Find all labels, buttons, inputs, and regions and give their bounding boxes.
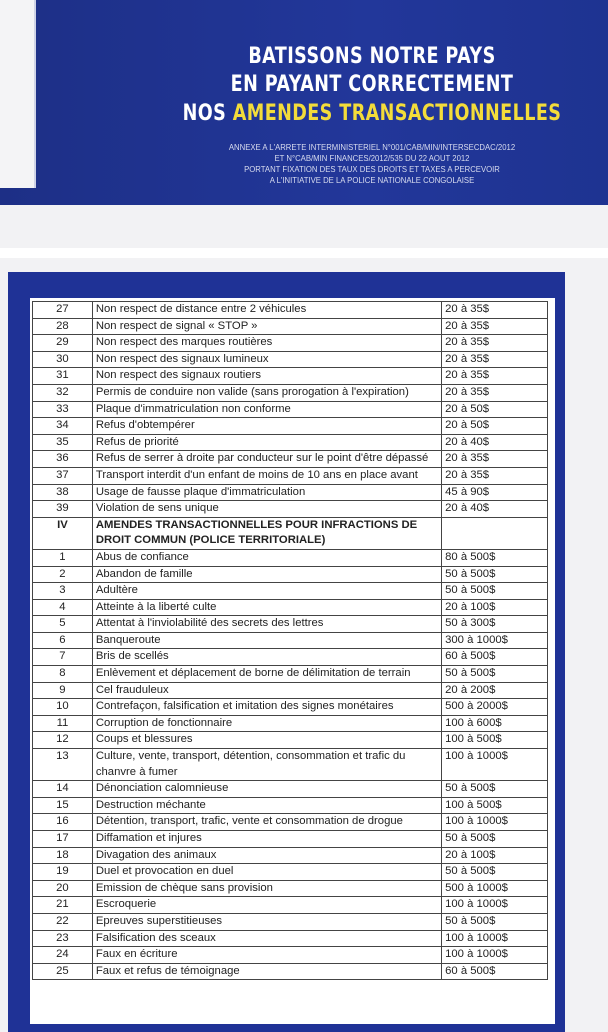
table-row	[33, 616, 548, 633]
banner-title-line3	[183, 101, 562, 127]
row-number: 21	[33, 897, 93, 914]
fine-amount: 100 à 1000$	[442, 897, 548, 914]
fine-amount: 20 à 200$	[442, 682, 548, 699]
fine-amount: 500 à 2000$	[442, 699, 548, 716]
banner-title-line2: EN PAYANT CORRECTEMENT	[230, 72, 514, 97]
row-number: 24	[33, 947, 93, 964]
table-row	[33, 451, 548, 468]
offense-description: Violation de sens unique	[92, 501, 441, 518]
offense-description: Dénonciation calomnieuse	[92, 781, 441, 798]
offense-description: Escroquerie	[92, 897, 441, 914]
fine-amount: 20 à 100$	[442, 847, 548, 864]
row-number: 23	[33, 930, 93, 947]
offense-description: Diffamation et injures	[92, 831, 441, 848]
table-row	[33, 930, 548, 947]
offense-description: Transport interdit d'un enfant de moins de 10 ans en place avant	[92, 467, 441, 484]
offense-description: Atteinte à la liberté culte	[92, 599, 441, 616]
fine-amount: 20 à 35$	[442, 384, 548, 401]
fine-amount: 50 à 500$	[442, 583, 548, 600]
table-row	[33, 599, 548, 616]
fine-amount: 500 à 1000$	[442, 880, 548, 897]
fine-amount: 50 à 500$	[442, 831, 548, 848]
offense-description: Non respect des signaux routiers	[92, 368, 441, 385]
table-row	[33, 384, 548, 401]
offense-description: Attentat à l'inviolabilité des secrets des lettres	[92, 616, 441, 633]
offense-description: Faux et refus de témoignage	[92, 963, 441, 980]
table-row	[33, 583, 548, 600]
row-number: 25	[33, 963, 93, 980]
row-number: 12	[33, 732, 93, 749]
table-row	[33, 864, 548, 881]
row-number: 30	[33, 351, 93, 368]
table-row	[33, 831, 548, 848]
row-number: 32	[33, 384, 93, 401]
offense-description: Refus d'obtempérer	[92, 418, 441, 435]
table-row	[33, 715, 548, 732]
fine-amount: 20 à 35$	[442, 318, 548, 335]
table-row	[33, 401, 548, 418]
fine-amount: 50 à 500$	[442, 864, 548, 881]
fine-amount: 20 à 35$	[442, 351, 548, 368]
banner-subtitle-3: PORTANT FIXATION DES TAUX DES DROITS ET TAXES A PERCEVOIR	[244, 164, 500, 174]
table-row	[33, 335, 548, 352]
row-number: 9	[33, 682, 93, 699]
row-number: 18	[33, 847, 93, 864]
header-banner	[0, 0, 608, 205]
offense-description: Epreuves superstitieuses	[92, 913, 441, 930]
row-number: 15	[33, 797, 93, 814]
fine-amount: 20 à 35$	[442, 467, 548, 484]
row-number: 27	[33, 302, 93, 319]
banner-subtitle-1: ANNEXE A L'ARRETE INTERMINISTERIEL N°001/CAB/MIN/INTERSECDAC/2012	[228, 142, 516, 152]
table-row	[33, 318, 548, 335]
table-row	[33, 434, 548, 451]
table-row	[33, 947, 548, 964]
fine-amount: 100 à 1000$	[442, 814, 548, 831]
table-row	[33, 649, 548, 666]
banner-title-line1: BATISSONS NOTRE PAYS	[248, 44, 496, 69]
row-number: 16	[33, 814, 93, 831]
row-number: 6	[33, 632, 93, 649]
row-number: 29	[33, 335, 93, 352]
table-row	[33, 847, 548, 864]
offense-description: Refus de priorité	[92, 434, 441, 451]
fine-amount: 50 à 500$	[442, 666, 548, 683]
row-number: 20	[33, 880, 93, 897]
fine-amount: 100 à 500$	[442, 797, 548, 814]
offense-description: Abandon de famille	[92, 566, 441, 583]
fine-amount	[442, 517, 548, 549]
fine-amount: 100 à 1000$	[442, 947, 548, 964]
fine-amount: 20 à 50$	[442, 401, 548, 418]
banner-title-prefix: NOS	[182, 101, 233, 126]
row-number: 5	[33, 616, 93, 633]
fine-amount: 60 à 500$	[442, 649, 548, 666]
offense-description: Non respect des signaux lumineux	[92, 351, 441, 368]
fine-amount: 100 à 1000$	[442, 930, 548, 947]
banner-subtitle-2: ET N°CAB/MIN FINANCES/2012/535 DU 22 AOUT 2012	[274, 153, 470, 163]
offense-description: Refus de serrer à droite par conducteur sur le point d'être dépassé	[92, 451, 441, 468]
row-number: 14	[33, 781, 93, 798]
table-row	[33, 302, 548, 319]
fine-amount: 20 à 50$	[442, 418, 548, 435]
table-row	[33, 501, 548, 518]
offense-description: Non respect de distance entre 2 véhicules	[92, 302, 441, 319]
offense-description: Non respect des marques routières	[92, 335, 441, 352]
row-number: 33	[33, 401, 93, 418]
fine-amount: 20 à 35$	[442, 302, 548, 319]
table-row	[33, 368, 548, 385]
row-number: 8	[33, 666, 93, 683]
divider	[0, 248, 608, 258]
offense-description: Coups et blessures	[92, 732, 441, 749]
table-row	[33, 682, 548, 699]
row-number: 22	[33, 913, 93, 930]
fine-amount: 20 à 35$	[442, 451, 548, 468]
fine-amount: 100 à 1000$	[442, 749, 548, 781]
fine-amount: 50 à 300$	[442, 616, 548, 633]
table-row	[33, 351, 548, 368]
row-number: 28	[33, 318, 93, 335]
fine-amount: 20 à 35$	[442, 368, 548, 385]
offense-description: AMENDES TRANSACTIONNELLES POUR INFRACTIONS DE DROIT COMMUN (POLICE TERRITORIALE)	[92, 517, 441, 549]
offense-description: Adultère	[92, 583, 441, 600]
table-row	[33, 797, 548, 814]
offense-description: Banqueroute	[92, 632, 441, 649]
table-row	[33, 418, 548, 435]
offense-description: Emission de chèque sans provision	[92, 880, 441, 897]
row-number: 1	[33, 549, 93, 566]
row-number: 2	[33, 566, 93, 583]
row-number: 11	[33, 715, 93, 732]
fine-amount: 20 à 35$	[442, 335, 548, 352]
table-row	[33, 467, 548, 484]
offense-description: Bris de scellés	[92, 649, 441, 666]
offense-description: Enlèvement et déplacement de borne de délimitation de terrain	[92, 666, 441, 683]
table-row	[33, 781, 548, 798]
offense-description: Non respect de signal « STOP »	[92, 318, 441, 335]
table-row	[33, 963, 548, 980]
table-row	[33, 549, 548, 566]
row-number: IV	[33, 517, 93, 549]
fine-amount: 60 à 500$	[442, 963, 548, 980]
fine-amount: 20 à 40$	[442, 434, 548, 451]
banner-title-highlight: AMENDES TRANSACTIONNELLES	[232, 101, 562, 126]
row-number: 7	[33, 649, 93, 666]
offense-description: Corruption de fonctionnaire	[92, 715, 441, 732]
offense-description: Divagation des animaux	[92, 847, 441, 864]
fine-amount: 100 à 600$	[442, 715, 548, 732]
fine-amount: 50 à 500$	[442, 913, 548, 930]
table-row	[33, 814, 548, 831]
row-number: 4	[33, 599, 93, 616]
offense-description: Duel et provocation en duel	[92, 864, 441, 881]
fine-amount: 80 à 500$	[442, 549, 548, 566]
row-number: 39	[33, 501, 93, 518]
table-row	[33, 632, 548, 649]
row-number: 35	[33, 434, 93, 451]
row-number: 10	[33, 699, 93, 716]
table-row	[33, 666, 548, 683]
table-row	[33, 732, 548, 749]
offense-description: Détention, transport, trafic, vente et consommation de drogue	[92, 814, 441, 831]
table-row	[33, 880, 548, 897]
banner-subtitle-4: A L'INITIATIVE DE LA POLICE NATIONALE CONGOLAISE	[269, 175, 475, 185]
offense-description: Permis de conduire non valide (sans prorogation à l'expiration)	[92, 384, 441, 401]
fines-table	[32, 301, 548, 980]
row-number: 38	[33, 484, 93, 501]
table-row	[33, 913, 548, 930]
offense-description: Falsification des sceaux	[92, 930, 441, 947]
row-number: 19	[33, 864, 93, 881]
offense-description: Plaque d'immatriculation non conforme	[92, 401, 441, 418]
row-number: 37	[33, 467, 93, 484]
row-number: 17	[33, 831, 93, 848]
table-row	[33, 699, 548, 716]
fine-amount: 45 à 90$	[442, 484, 548, 501]
offense-description: Abus de confiance	[92, 549, 441, 566]
fine-amount: 50 à 500$	[442, 781, 548, 798]
fine-amount: 300 à 1000$	[442, 632, 548, 649]
offense-description: Cel frauduleux	[92, 682, 441, 699]
fine-amount: 20 à 40$	[442, 501, 548, 518]
row-number: 36	[33, 451, 93, 468]
table-row	[33, 566, 548, 583]
row-number: 13	[33, 749, 93, 781]
offense-description: Usage de fausse plaque d'immatriculation	[92, 484, 441, 501]
offense-description: Contrefaçon, falsification et imitation des signes monétaires	[92, 699, 441, 716]
fine-amount: 20 à 100$	[442, 599, 548, 616]
table-row	[33, 897, 548, 914]
table-row	[33, 749, 548, 781]
left-page-strip	[0, 0, 36, 188]
table-row	[33, 484, 548, 501]
row-number: 3	[33, 583, 93, 600]
offense-description: Culture, vente, transport, détention, consommation et trafic du chanvre à fumer	[92, 749, 441, 781]
section-row	[33, 517, 548, 549]
offense-description: Destruction méchante	[92, 797, 441, 814]
fine-amount: 100 à 500$	[442, 732, 548, 749]
row-number: 31	[33, 368, 93, 385]
offense-description: Faux en écriture	[92, 947, 441, 964]
fine-amount: 50 à 500$	[442, 566, 548, 583]
row-number: 34	[33, 418, 93, 435]
